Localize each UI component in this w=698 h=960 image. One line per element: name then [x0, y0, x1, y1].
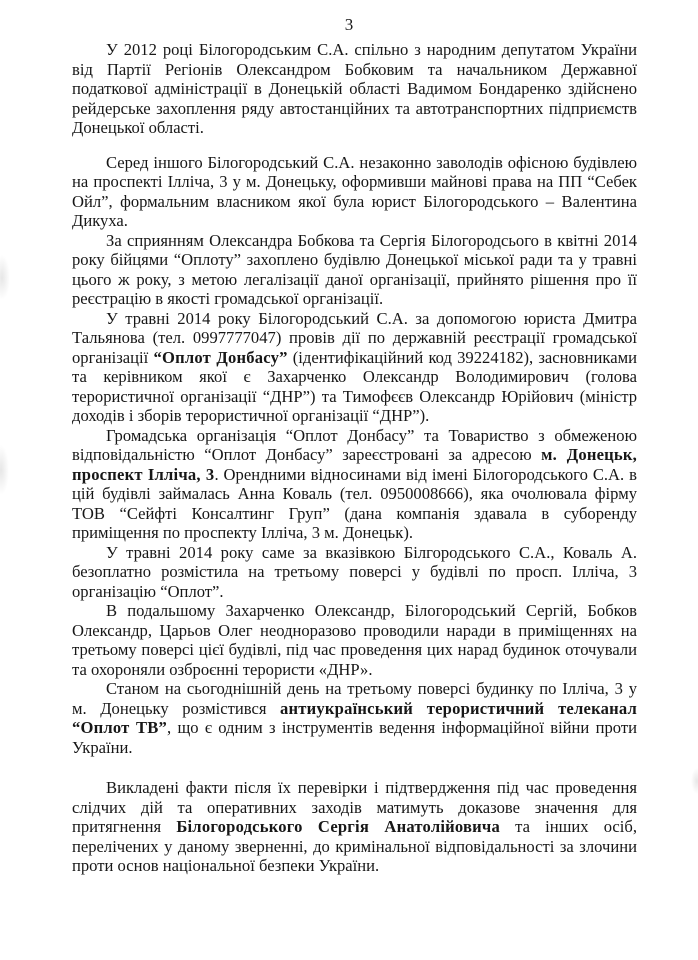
paragraph [72, 231, 637, 309]
bold-text-run: м. Донецьк, проспект Ілліча, 3 [72, 445, 637, 484]
text-run: Громадська організація “Оплот Донбасу” та Товариство з обмеженою відповідальністю “Оплот Донбасу” зареєстровані за адресою [72, 425, 637, 464]
scan-smudge [0, 255, 10, 300]
paragraph [72, 543, 637, 602]
paragraph [72, 309, 637, 426]
bold-text-run: антиукраїнський терористичний телеканал “Оплот ТВ” [72, 698, 637, 737]
page-number: 3 [344, 15, 354, 34]
scan-smudge [691, 768, 698, 794]
scan-smudge [0, 445, 9, 495]
text-run: та інших осіб, перелічених у даному зверненні, до кримінальної відповідальності за злочини проти основ національної безпеки України. [72, 817, 637, 875]
bold-text-run: Білогородського Сергія Анатолійовича [176, 817, 500, 836]
text-run: Викладені факти після їх перевірки і підтвердження під час проведення слідчих дій та оперативних заходів матимуть доказове значення для притягнення [72, 778, 637, 836]
document-body [72, 40, 637, 876]
text-run: Станом на сьогоднішній день на третьому поверсі будинку по Ілліча, 3 у м. Донецьку розмістився [72, 679, 637, 718]
text-run: У 2012 році Білогородським С.А. спільно з народним депутатом України від Партії Регіонів Олександром Бобковим та начальником Державної податкової адміністрації в Донецькій області Вадимом Бондаренко здійснено рейдерське захоплення ряду автостанційних та автотранспортних підприємств Донецької області. [72, 40, 637, 137]
bold-text-run: “Оплот Донбасу” [153, 347, 288, 367]
text-run: (ідентифікаційний код 39224182), засновниками та керівником якої є Захарченко Олександр Володимирович (голова терористичної організації “ДНР”) та Тимофєєв Олександр Юрійович (міністр доходів і зборів терористичної організації “ДНР”). [72, 347, 637, 425]
paragraph [72, 426, 637, 543]
paragraph [72, 153, 637, 231]
paragraph [72, 679, 637, 757]
text-run: У травні 2014 року Білогородський С.А. за допомогою юриста Дмитра Тальянова (тел. 0997777047) провів дії по державній реєстрації громадської організації [72, 308, 637, 367]
text-run: В подальшому Захарченко Олександр, Білогородський Сергій, Бобков Олександр, Царьов Олег неодноразово проводили наради в приміщеннях на третьому поверсі цієї будівлі, під час проведення цих нарад будинок оточували та охороняли озброєнні терористи «ДНР». [72, 601, 637, 679]
paragraph [72, 778, 637, 876]
text-run: , що є одним з інструментів ведення інформаційної війни проти України. [72, 718, 637, 757]
text-run: Серед іншого Білогородський С.А. незаконно заволодів офісною будівлею на проспекті Ілліча, 3 у м. Донецьку, оформивши майнові права на ПП “Себек Ойл”, формальним власником якої була юрист Білогородського – Валентина Дикуха. [72, 152, 637, 230]
text-run: . Орендними відносинами від імені Білогородського С.А. в цій будівлі займалась Анна Коваль (тел. 0950008666), яка очолювала фірму ТОВ “Сейфті Консалтинг Груп” (дана компанія здавала в суборенду приміщення по проспекту Ілліча, 3 м. Донецьк). [72, 464, 637, 542]
paragraph [72, 40, 637, 138]
text-run: У травні 2014 року саме за вказівкою Білгородського С.А., Коваль А. безоплатно розмістила на третьому поверсі у будівлі по просп. Ілліча, 3 організацію “Оплот”. [72, 542, 637, 601]
text-run: За сприянням Олександра Бобкова та Сергія Білогородсього в квітні 2014 року бійцями “Оплоту” захоплено будівлю Донецької міської ради та у травні цього ж року, з метою легалізації даної організації, прийнято рішення про її реєстрацію в якості громадської організації. [72, 230, 637, 308]
paragraph [72, 601, 637, 679]
